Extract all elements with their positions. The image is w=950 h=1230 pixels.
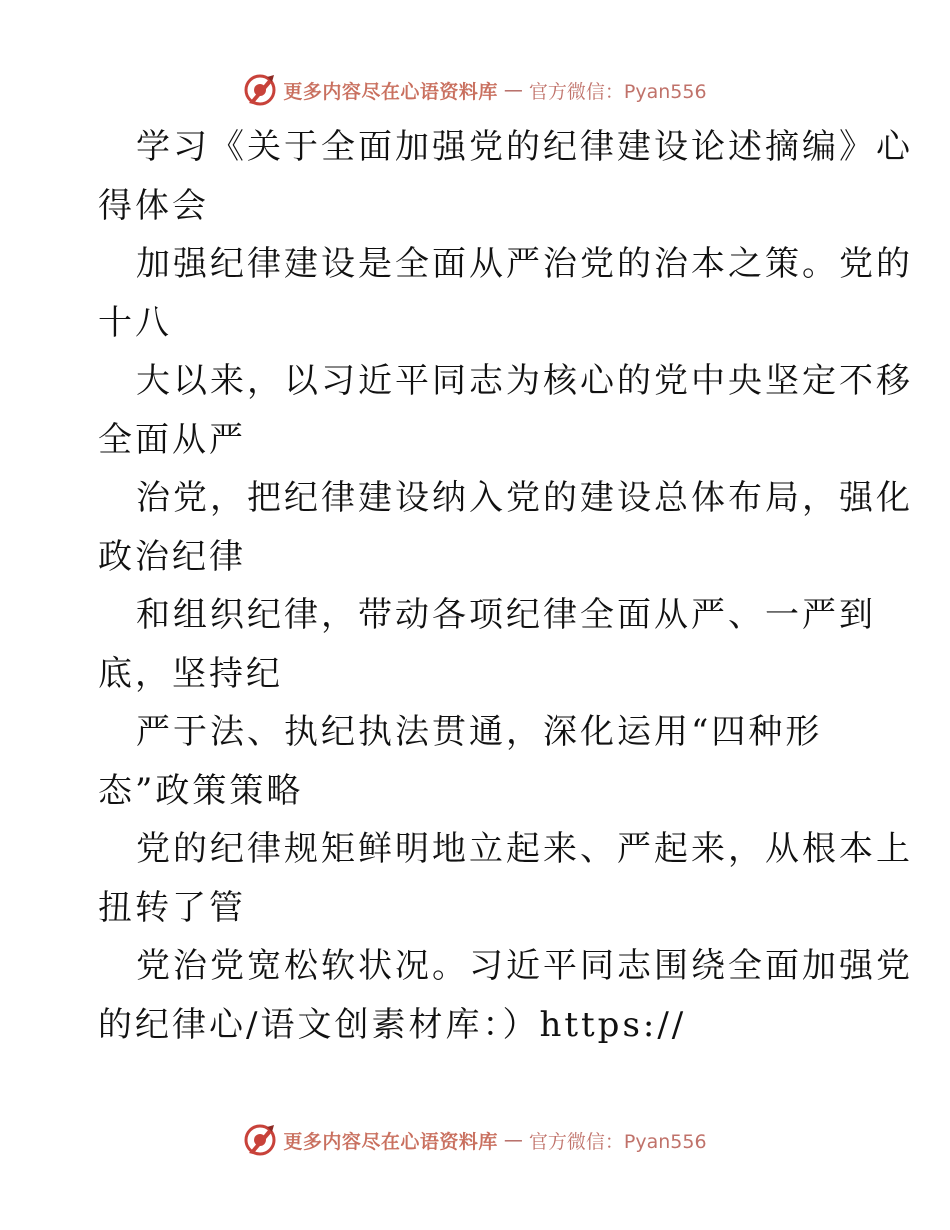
footer-dash: — [503,1129,523,1151]
document-line: 十八 [98,302,172,343]
document-line: 政治纪律 [98,536,246,577]
header-wechat-text: 官方微信：Pyan556 [528,80,707,103]
document-line: 底，坚持纪 [98,653,283,694]
quill-logo-icon [243,1123,277,1157]
header-dash: — [503,79,523,101]
document-line: 态”政策策略 [98,770,304,811]
document-line: 的纪律心/语文创素材库：）https:// [98,1004,687,1045]
document-line: 党的纪律规矩鲜明地立起来、严起来，从根本上 [136,829,913,869]
document-line: 治党，把纪律建设纳入党的建设总体布局，强化 [136,478,913,518]
document-line: 和组织纪律，带动各项纪律全面从严、一严到 [136,595,876,635]
document-body [98,118,913,1054]
document-line: 学习《关于全面加强党的纪律建设论述摘编》心 [136,127,913,167]
document-line: 全面从严 [98,419,246,460]
header-banner-inner [243,73,706,107]
document-line: 扭转了管 [98,887,246,928]
document-line: 大以来，以习近平同志为核心的党中央坚定不移 [136,361,913,401]
document-line: 得体会 [98,185,209,226]
footer-wechat-text: 官方微信：Pyan556 [528,1130,707,1153]
footer-site-text: 更多内容尽在心语资料库 [283,1130,498,1153]
footer-banner [0,1120,950,1160]
document-line: 加强纪律建设是全面从严治党的治本之策。党的 [136,244,913,284]
quill-logo-icon [243,73,277,107]
footer-banner-inner [243,1123,706,1157]
document-line: 党治党宽松软状况。习近平同志围绕全面加强党 [136,946,913,986]
document-line: 严于法、执纪执法贯通，深化运用“四种形 [136,712,823,752]
header-site-text: 更多内容尽在心语资料库 [283,80,498,103]
header-banner [0,70,950,110]
